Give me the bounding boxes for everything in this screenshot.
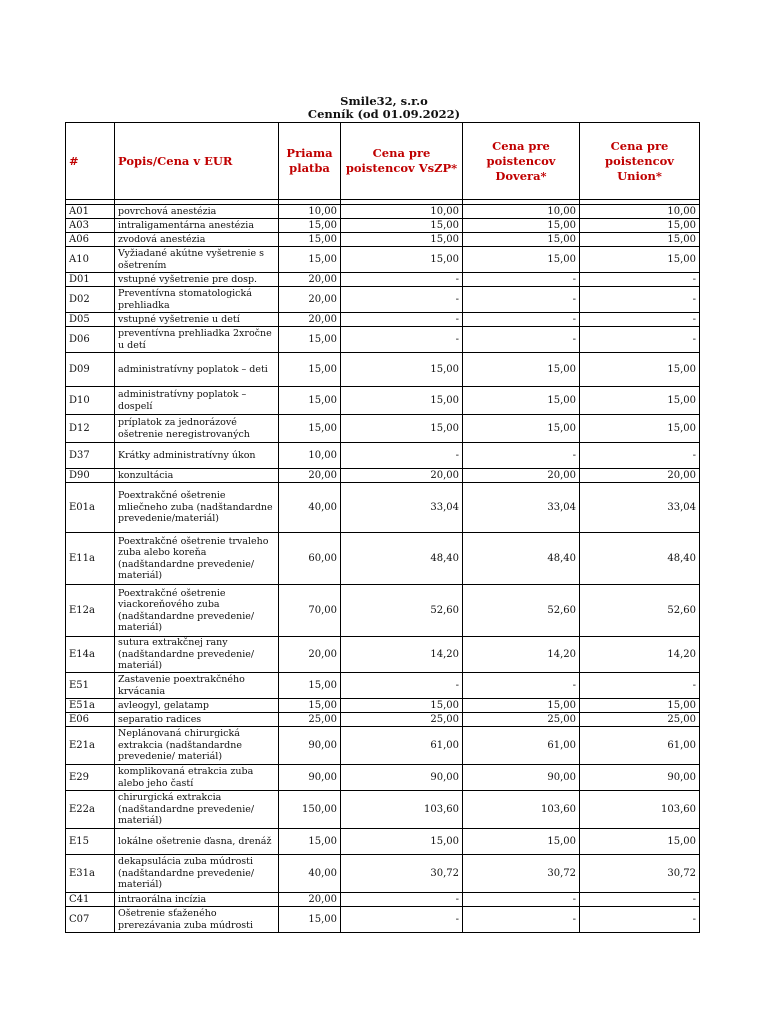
row-union-price: - [580, 893, 700, 907]
row-dovera-price: 90,00 [463, 765, 580, 791]
row-union-price: 48,40 [580, 533, 700, 585]
table-row [66, 855, 700, 893]
row-dovera-price: 30,72 [463, 855, 580, 893]
row-code: E01a [66, 483, 115, 533]
row-dovera-price: 10,00 [463, 205, 580, 219]
table-body [66, 205, 700, 933]
column-header-dovera: Cena pre poistencov Dovera* [463, 123, 580, 200]
row-union-price: 25,00 [580, 713, 700, 727]
row-description: intraligamentárna anestézia [115, 219, 279, 233]
row-vszp-price: 15,00 [341, 219, 463, 233]
row-description: Poextrakčné ošetrenie mliečneho zuba (nadštandardne prevedenie/materiál) [115, 483, 279, 533]
row-code: E22a [66, 791, 115, 829]
row-description: dekapsulácia zuba múdrosti (nadštandardne prevedenie/ materiál) [115, 855, 279, 893]
row-dovera-price: 15,00 [463, 415, 580, 443]
table-row [66, 713, 700, 727]
table-row [66, 353, 700, 387]
row-direct-price: 10,00 [279, 205, 341, 219]
row-vszp-price: 10,00 [341, 205, 463, 219]
company-name: Smile32, s.r.o [340, 94, 428, 108]
table-row [66, 219, 700, 233]
row-dovera-price: 103,60 [463, 791, 580, 829]
row-vszp-price: 103,60 [341, 791, 463, 829]
row-vszp-price: - [341, 287, 463, 313]
row-union-price: 15,00 [580, 233, 700, 247]
row-vszp-price: - [341, 673, 463, 699]
table-row [66, 673, 700, 699]
row-dovera-price: 52,60 [463, 585, 580, 637]
table-row [66, 727, 700, 765]
row-code: D10 [66, 387, 115, 415]
row-union-price: 15,00 [580, 829, 700, 855]
row-dovera-price: 15,00 [463, 699, 580, 713]
row-vszp-price: 15,00 [341, 415, 463, 443]
row-union-price: - [580, 673, 700, 699]
row-vszp-price: 52,60 [341, 585, 463, 637]
column-header-direct-payment: Priama platba [279, 123, 341, 200]
table-row [66, 765, 700, 791]
row-union-price: - [580, 443, 700, 469]
row-direct-price: 15,00 [279, 415, 341, 443]
row-direct-price: 15,00 [279, 327, 341, 353]
row-code: A03 [66, 219, 115, 233]
table-row [66, 233, 700, 247]
row-vszp-price: 33,04 [341, 483, 463, 533]
row-direct-price: 20,00 [279, 287, 341, 313]
row-union-price: 15,00 [580, 353, 700, 387]
row-code: E29 [66, 765, 115, 791]
row-code: E31a [66, 855, 115, 893]
row-dovera-price: - [463, 287, 580, 313]
row-code: D02 [66, 287, 115, 313]
row-dovera-price: - [463, 273, 580, 287]
row-dovera-price: 61,00 [463, 727, 580, 765]
row-union-price: - [580, 273, 700, 287]
table-row [66, 907, 700, 933]
row-vszp-price: - [341, 893, 463, 907]
row-union-price: - [580, 907, 700, 933]
row-direct-price: 15,00 [279, 907, 341, 933]
row-description: konzultácia [115, 469, 279, 483]
row-direct-price: 15,00 [279, 387, 341, 415]
table-row [66, 387, 700, 415]
row-direct-price: 60,00 [279, 533, 341, 585]
row-code: D37 [66, 443, 115, 469]
table-row [66, 247, 700, 273]
row-code: A10 [66, 247, 115, 273]
row-description: separatio radices [115, 713, 279, 727]
column-header-description: Popis/Cena v EUR [115, 123, 279, 200]
row-code: E51 [66, 673, 115, 699]
table-header-row [66, 123, 700, 200]
row-vszp-price: 61,00 [341, 727, 463, 765]
table-row [66, 637, 700, 673]
row-description: Poextrakčné ošetrenie viackoreňového zuba (nadštandardne prevedenie/ materiál) [115, 585, 279, 637]
row-direct-price: 15,00 [279, 247, 341, 273]
row-direct-price: 15,00 [279, 829, 341, 855]
row-dovera-price: 15,00 [463, 387, 580, 415]
row-union-price: 30,72 [580, 855, 700, 893]
row-direct-price: 90,00 [279, 765, 341, 791]
column-header-vszp: Cena pre poistencov VsZP* [341, 123, 463, 200]
row-direct-price: 70,00 [279, 585, 341, 637]
row-direct-price: 20,00 [279, 893, 341, 907]
row-description: administratívny poplatok – dospelí [115, 387, 279, 415]
row-dovera-price: - [463, 907, 580, 933]
row-direct-price: 15,00 [279, 353, 341, 387]
row-description: Ošetrenie sťaženého prerezávania zuba múdrosti [115, 907, 279, 933]
row-dovera-price: - [463, 313, 580, 327]
row-union-price: 103,60 [580, 791, 700, 829]
row-vszp-price: 15,00 [341, 829, 463, 855]
row-dovera-price: 48,40 [463, 533, 580, 585]
row-vszp-price: - [341, 443, 463, 469]
row-code: E11a [66, 533, 115, 585]
row-dovera-price: 15,00 [463, 233, 580, 247]
row-vszp-price: 20,00 [341, 469, 463, 483]
row-description: komplikovaná etrakcia zuba alebo jeho častí [115, 765, 279, 791]
row-direct-price: 15,00 [279, 233, 341, 247]
row-code: A01 [66, 205, 115, 219]
row-description: Poextrakčné ošetrenie trvaleho zuba alebo koreňa (nadštandardne prevedenie/ materiál) [115, 533, 279, 585]
table-row [66, 205, 700, 219]
row-code: C41 [66, 893, 115, 907]
row-description: Krátky administratívny úkon [115, 443, 279, 469]
row-code: D06 [66, 327, 115, 353]
table-row [66, 415, 700, 443]
table-row [66, 313, 700, 327]
row-code: D05 [66, 313, 115, 327]
row-code: C07 [66, 907, 115, 933]
row-code: E06 [66, 713, 115, 727]
row-description: vstupné vyšetrenie u detí [115, 313, 279, 327]
row-vszp-price: - [341, 327, 463, 353]
row-description: Vyžiadané akútne vyšetrenie s ošetrením [115, 247, 279, 273]
row-direct-price: 150,00 [279, 791, 341, 829]
row-description: povrchová anestézia [115, 205, 279, 219]
row-union-price: - [580, 327, 700, 353]
table-row [66, 699, 700, 713]
row-code: E12a [66, 585, 115, 637]
table-row [66, 533, 700, 585]
row-vszp-price: 15,00 [341, 233, 463, 247]
table-row [66, 791, 700, 829]
row-direct-price: 20,00 [279, 469, 341, 483]
table-row [66, 469, 700, 483]
row-vszp-price: 15,00 [341, 353, 463, 387]
row-description: intraorálna incízia [115, 893, 279, 907]
row-code: A06 [66, 233, 115, 247]
row-union-price: 14,20 [580, 637, 700, 673]
row-vszp-price: 14,20 [341, 637, 463, 673]
row-direct-price: 90,00 [279, 727, 341, 765]
row-vszp-price: - [341, 313, 463, 327]
row-dovera-price: 14,20 [463, 637, 580, 673]
row-vszp-price: - [341, 273, 463, 287]
row-description: Neplánovaná chirurgická extrakcia (nadštandardne prevedenie/ materiál) [115, 727, 279, 765]
row-union-price: 52,60 [580, 585, 700, 637]
row-union-price: 15,00 [580, 415, 700, 443]
row-code: E15 [66, 829, 115, 855]
row-union-price: 15,00 [580, 387, 700, 415]
row-union-price: 15,00 [580, 219, 700, 233]
row-vszp-price: 48,40 [341, 533, 463, 585]
row-direct-price: 15,00 [279, 219, 341, 233]
row-union-price: - [580, 287, 700, 313]
row-dovera-price: 15,00 [463, 829, 580, 855]
row-direct-price: 40,00 [279, 483, 341, 533]
row-direct-price: 10,00 [279, 443, 341, 469]
row-direct-price: 20,00 [279, 313, 341, 327]
row-code: D90 [66, 469, 115, 483]
row-dovera-price: 33,04 [463, 483, 580, 533]
row-direct-price: 15,00 [279, 673, 341, 699]
row-description: vstupné vyšetrenie pre dosp. [115, 273, 279, 287]
row-dovera-price: 25,00 [463, 713, 580, 727]
row-description: administratívny poplatok – deti [115, 353, 279, 387]
row-vszp-price: 30,72 [341, 855, 463, 893]
row-description: chirurgická extrakcia (nadštandardne prevedenie/ materiál) [115, 791, 279, 829]
row-dovera-price: - [463, 893, 580, 907]
row-code: D01 [66, 273, 115, 287]
table-row [66, 829, 700, 855]
row-dovera-price: - [463, 673, 580, 699]
row-union-price: 15,00 [580, 247, 700, 273]
row-union-price: 20,00 [580, 469, 700, 483]
row-union-price: 61,00 [580, 727, 700, 765]
row-direct-price: 25,00 [279, 713, 341, 727]
row-description: príplatok za jednorázové ošetrenie neregistrovaných [115, 415, 279, 443]
row-vszp-price: 15,00 [341, 247, 463, 273]
row-direct-price: 40,00 [279, 855, 341, 893]
row-description: Preventívna stomatologická prehliadka [115, 287, 279, 313]
row-description: lokálne ošetrenie ďasna, drenáž [115, 829, 279, 855]
row-description: sutura extrakčnej rany (nadštandardne prevedenie/ materiál) [115, 637, 279, 673]
row-code: E21a [66, 727, 115, 765]
row-vszp-price: 25,00 [341, 713, 463, 727]
row-code: D09 [66, 353, 115, 387]
row-vszp-price: 90,00 [341, 765, 463, 791]
row-direct-price: 20,00 [279, 273, 341, 287]
row-description: zvodová anestézia [115, 233, 279, 247]
row-dovera-price: 15,00 [463, 219, 580, 233]
table-row [66, 287, 700, 313]
row-dovera-price: - [463, 443, 580, 469]
row-dovera-price: - [463, 327, 580, 353]
table-row [66, 893, 700, 907]
row-union-price: 15,00 [580, 699, 700, 713]
row-code: D12 [66, 415, 115, 443]
row-vszp-price: - [341, 907, 463, 933]
row-code: E14a [66, 637, 115, 673]
table-row [66, 273, 700, 287]
row-description: Zastavenie poextrakčného krvácania [115, 673, 279, 699]
row-dovera-price: 20,00 [463, 469, 580, 483]
column-header-union: Cena pre poistencov Union* [580, 123, 700, 200]
row-direct-price: 20,00 [279, 637, 341, 673]
price-list-title: Cenník (od 01.09.2022) [307, 107, 461, 121]
row-union-price: 90,00 [580, 765, 700, 791]
row-vszp-price: 15,00 [341, 699, 463, 713]
row-direct-price: 15,00 [279, 699, 341, 713]
price-table [65, 122, 700, 933]
row-description: preventívna prehliadka 2xročne u detí [115, 327, 279, 353]
table-row [66, 327, 700, 353]
row-union-price: 10,00 [580, 205, 700, 219]
row-dovera-price: 15,00 [463, 353, 580, 387]
row-union-price: 33,04 [580, 483, 700, 533]
row-code: E51a [66, 699, 115, 713]
column-header-code: # [66, 123, 115, 200]
table-row [66, 483, 700, 533]
table-row [66, 585, 700, 637]
row-union-price: - [580, 313, 700, 327]
row-vszp-price: 15,00 [341, 387, 463, 415]
row-dovera-price: 15,00 [463, 247, 580, 273]
row-description: avleogyl, gelatamp [115, 699, 279, 713]
table-row [66, 443, 700, 469]
